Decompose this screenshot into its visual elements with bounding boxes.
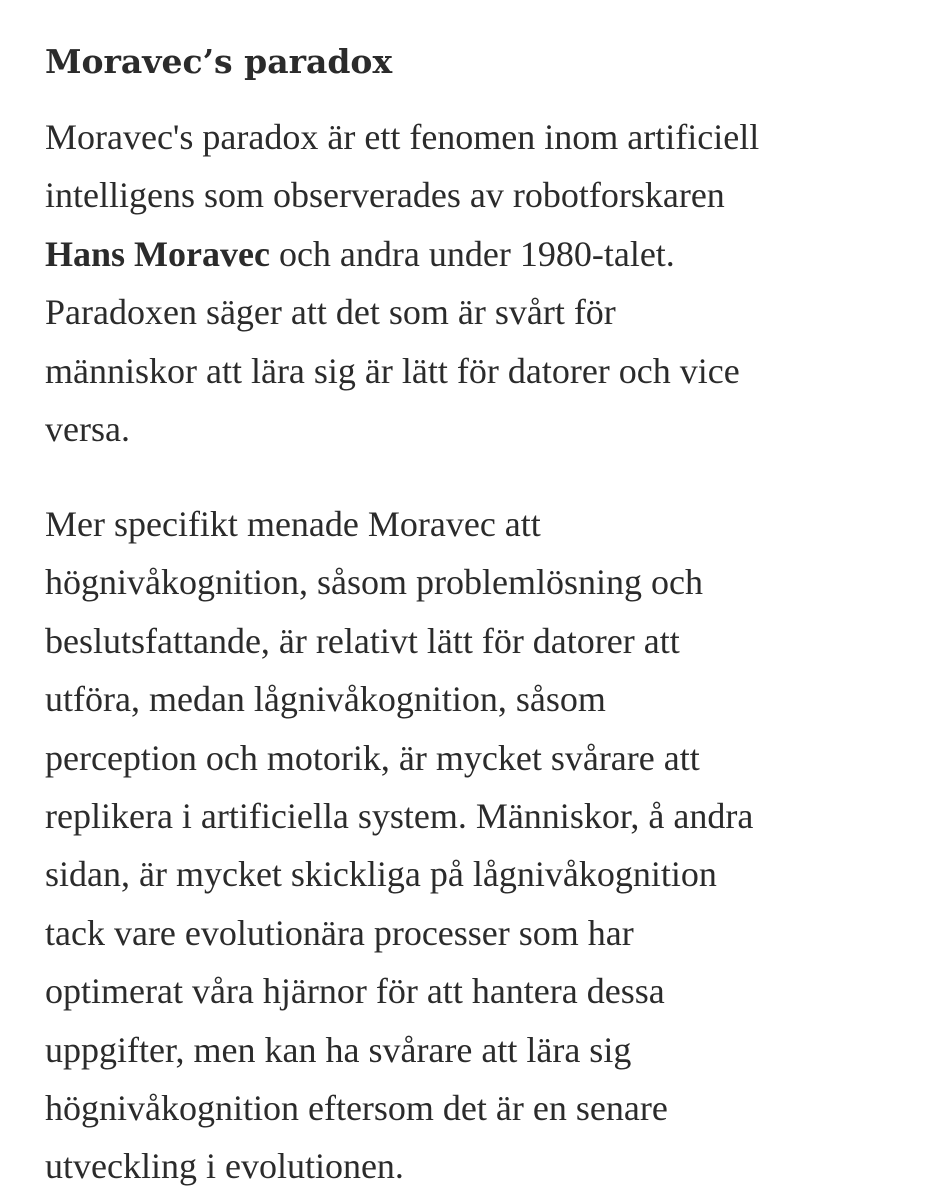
article-title: Moravec’s paradox [45, 42, 393, 81]
text-line: Mer specifikt menade Moravec att [45, 504, 541, 544]
text-line: utföra, medan lågnivåkognition, såsom [45, 679, 606, 720]
text-line: högnivåkognition eftersom det är en senare [45, 1087, 668, 1128]
text-line: utveckling i evolutionen. [45, 1146, 404, 1187]
text-line: tack vare evolutionära processer som har [45, 912, 634, 953]
paragraph-detail [45, 495, 905, 1196]
text-line: perception och motorik, är mycket svårare att [45, 737, 700, 778]
bold-name: Hans Moravec [45, 233, 270, 274]
text-span: och andra under 1980-talet. [269, 233, 675, 274]
paragraph-intro [45, 108, 905, 458]
text-line: versa. [45, 408, 130, 449]
text-line: Moravec's paradox är ett fenomen inom artificiell [45, 117, 760, 157]
text-line: människor att lära sig är lätt för datorer och vice [45, 350, 740, 391]
text-line: optimerat våra hjärnor för att hantera dessa [45, 971, 665, 1012]
text-line: uppgifter, men kan ha svårare att lära sig [45, 1029, 632, 1070]
text-line: högnivåkognition, såsom problemlösning och [45, 562, 703, 603]
text-line: intelligens som observerades av robotforskaren [45, 175, 725, 216]
text-line [45, 225, 905, 283]
text-line: beslutsfattande, är relativt lätt för datorer att [45, 620, 680, 661]
text-line: replikera i artificiella system. Människor, å andra [45, 795, 754, 836]
text-line: sidan, är mycket skickliga på lågnivåkognition [45, 854, 717, 895]
text-line: Paradoxen säger att det som är svårt för [45, 292, 616, 333]
